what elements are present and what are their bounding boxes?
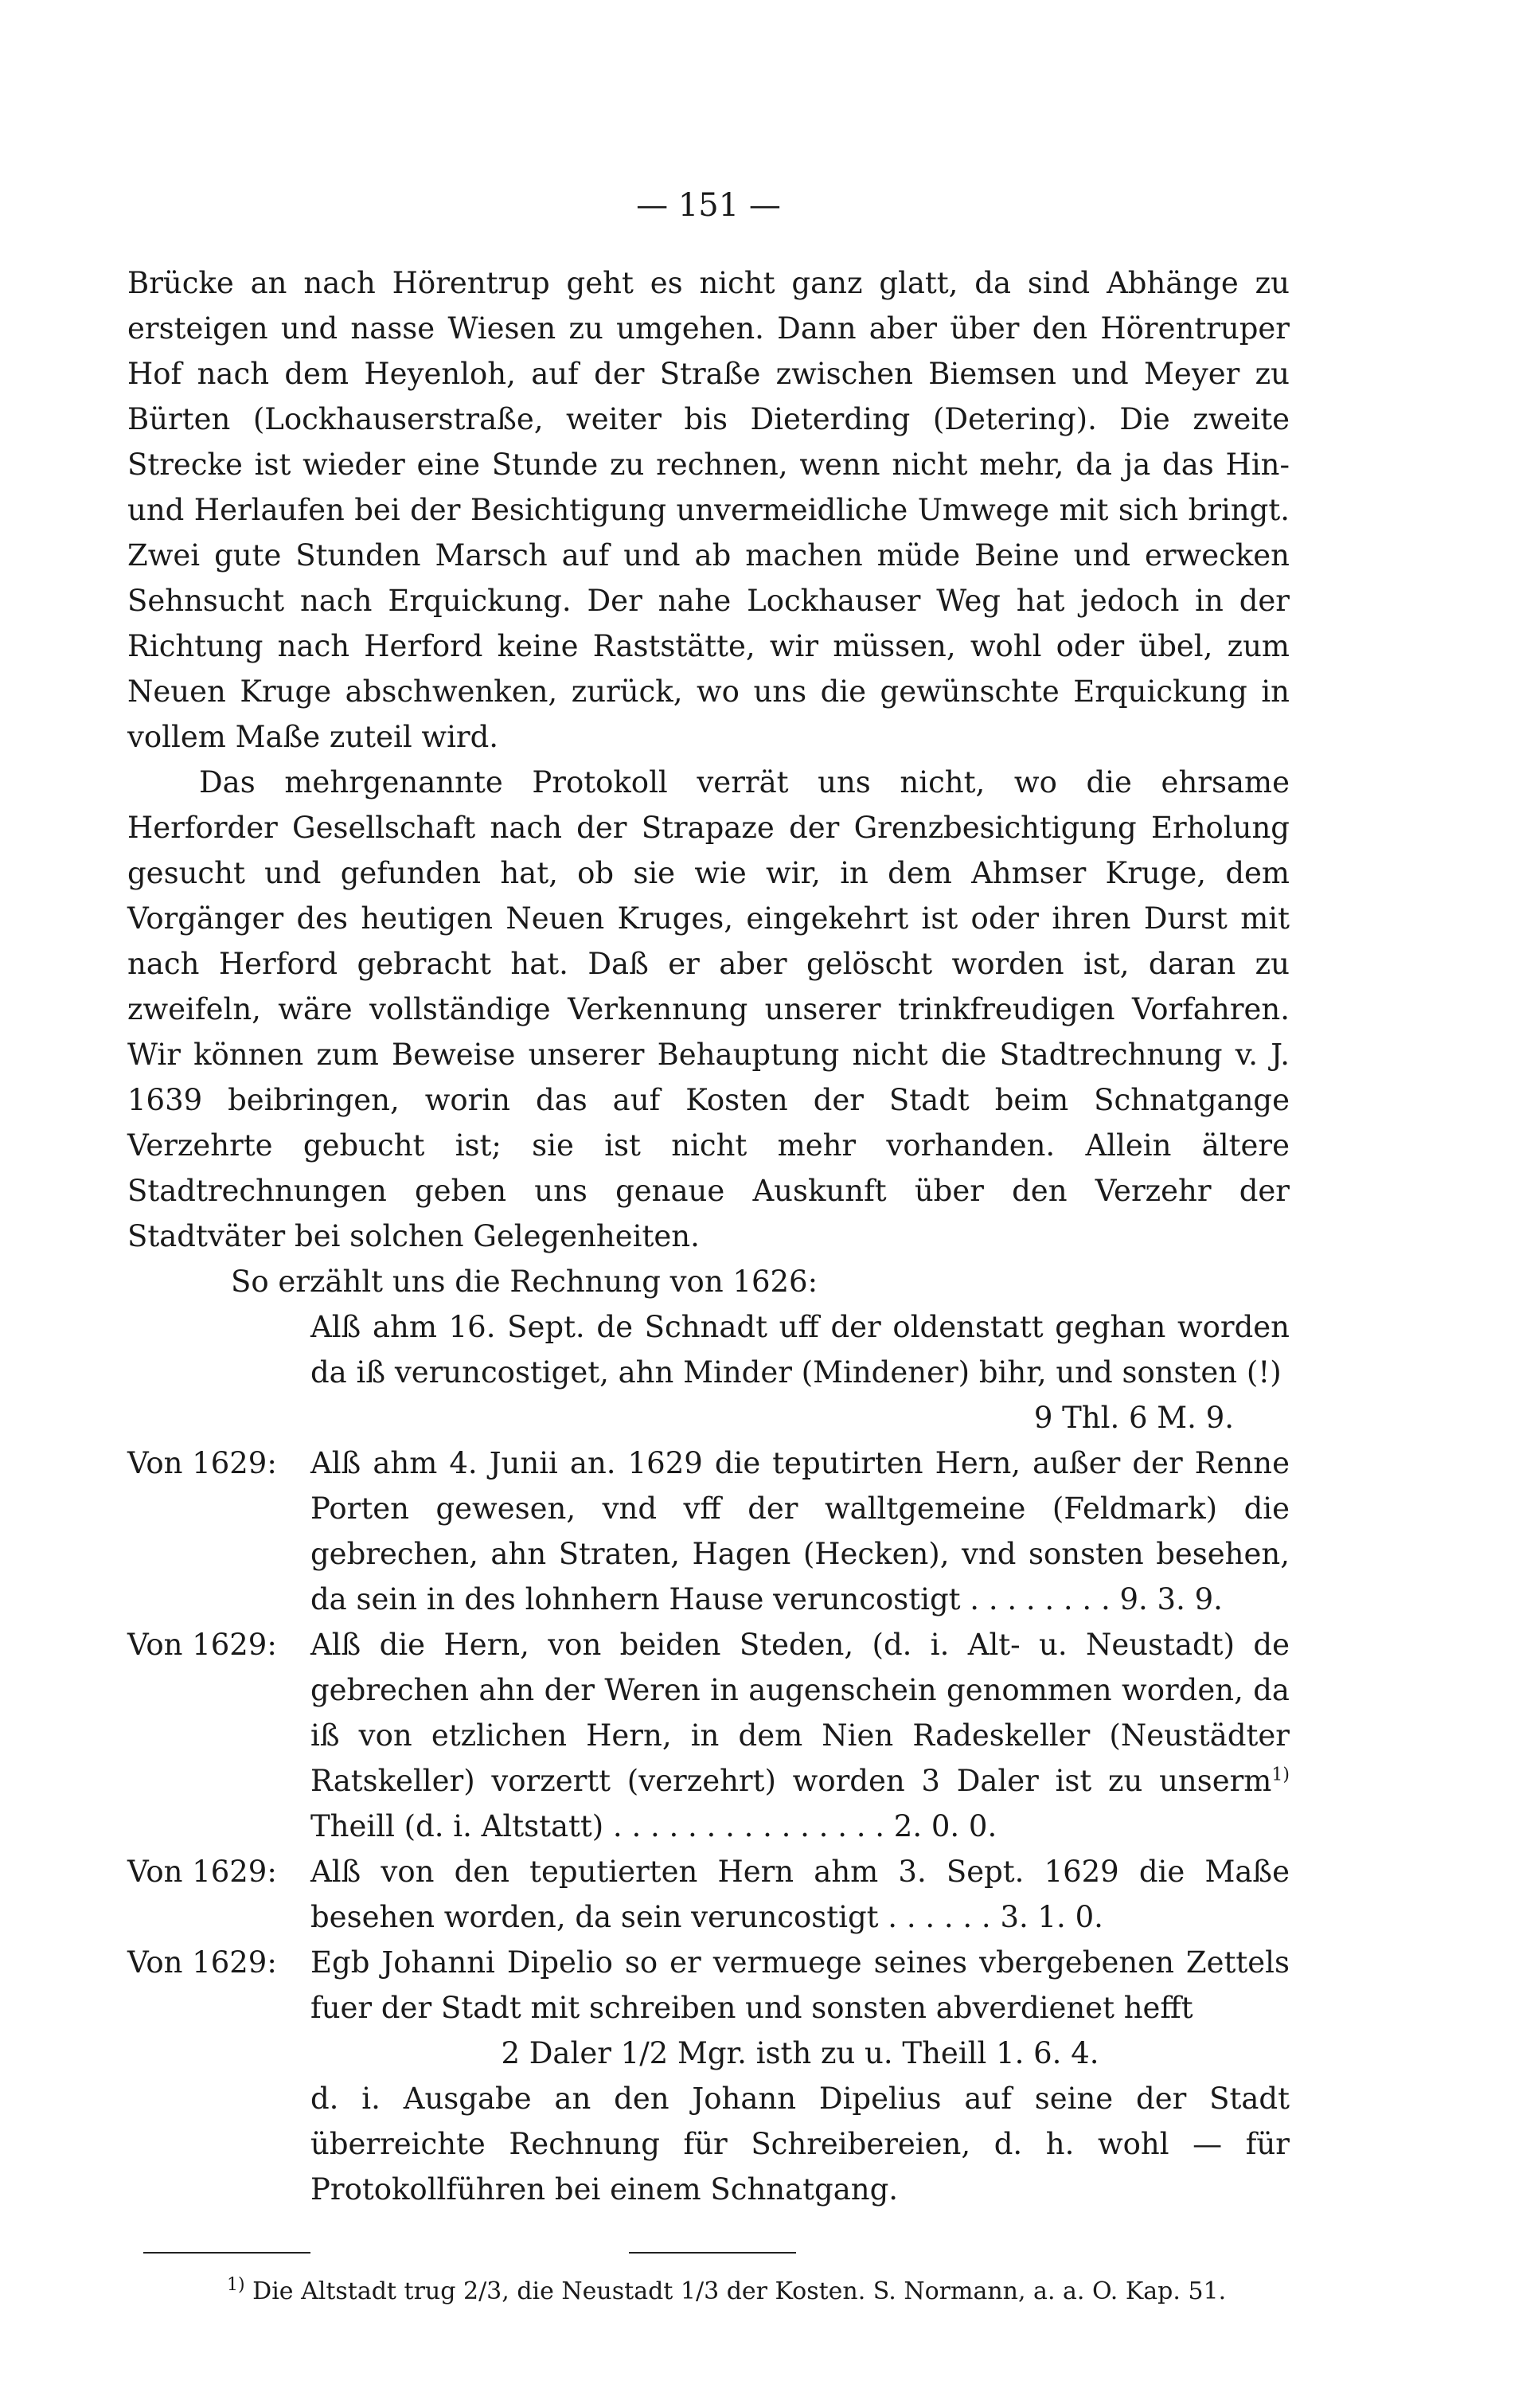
quote-1626: Alß ahm 16. Sept. de Schnadt uff der oldenstatt geghan worden da iß veruncostiget, ahn Minder (Mindener) bihr, und sonsten (!) [310,1310,1290,1390]
footnote [227,2276,1290,2308]
entry-description: Alß die Hern, von beiden Steden, (d. i. Alt- u. Neustadt) de gebrechen ahn der Weren in augenschein genommen worden, da iß von etzlichen Hern, in dem Nien Radeskeller (Neustädter Ratskeller) vorzertt (verzehrt) worden 3 Daler ist zu unserm [310,1628,1290,1798]
paragraph-1: Brücke an nach Hörentrup geht es nicht ganz glatt, da sind Abhänge zu ersteigen und nasse Wiesen zu umgehen. Dann aber über den Hörentruper Hof nach dem Heyenloh, auf der Straße zwischen Biemsen und Meyer zu Bürten (Lockhauserstraße, weiter bis Dieterding (Detering). Die zweite Strecke ist wieder eine Stunde zu rechnen, wenn nicht mehr, da ja das Hin- und Herlaufen bei der Besichtigung unvermeidliche Umwege mit sich bringt. Zwei gute Stunden Marsch auf und ab machen müde Beine und erwecken Sehnsucht nach Erquickung. Der nahe Lockhauser Weg hat jedoch in der Richtung nach Herford keine Raststätte, wir müssen, wohl oder übel, zum Neuen Kruge abschwenken, zurück, wo uns die gewünschte Erquickung in vollem Maße zuteil wird. [127,266,1290,754]
ledger-entry [127,1849,1290,1940]
explanation: d. i. Ausgabe an den Johann Dipelius auf seine der Stadt überreichte Rechnung für Schreibereien, d. h. wohl — für Protokollführen bei einem Schnatgang. [310,2082,1290,2207]
footnote-text: Die Altstadt trug 2/3, die Neustadt 1/3 der Kosten. S. Normann, a. a. O. Kap. 51. [252,2277,1227,2305]
ledger-entry [127,1940,1290,2031]
entry-year: Von 1629: [127,1628,277,1662]
entry-amount: 2. 0. 0. [893,1809,997,1843]
divider-left [143,2252,310,2254]
amount-1626: 9 Thl. 6 M. 9. [1033,1401,1234,1435]
entry-text [310,1440,1290,1622]
entry-description-continued: Theill (d. i. Altstatt) . . . . . . . . . . . . . . . [310,1809,885,1843]
footnote-separator [127,2244,1290,2276]
entry-year: Von 1629: [127,1945,277,1980]
entry-text [310,1849,1290,1940]
page-number: — 151 — [636,187,781,224]
entry-description: Alß ahm 4. Junii an. 1629 die teputirten Hern, außer der Renne Porten gewesen, vnd vff der walltgemeine (Feldmark) die gebrechen, ahn Straten, Hagen (Hecken), vnd sonsten besehen, da sein in des lohnhern Hause veruncostigt . . . . . . . . [310,1446,1290,1616]
intro-line: So erzählt uns die Rechnung von 1626: [231,1265,818,1299]
divider-right [629,2252,796,2254]
entry-description: Egb Johanni Dipelio so er vermuege seines vbergebenen Zettels fuer der Stadt mit schreiben und sonsten abverdienet hefft [310,1945,1290,2025]
entry-text [310,1622,1290,1849]
entry-year: Von 1629: [127,1446,277,1480]
paragraph-2: Das mehrgenannte Protokoll verrät uns nicht, wo die ehrsame Herforder Gesellschaft nach der Strapaze der Grenzbesichtigung Erholung gesucht und gefunden hat, ob sie wie wir, in dem Ahmser Kruge, dem Vorgänger des heutigen Neuen Kruges, eingekehrt ist oder ihren Durst mit nach Herford gebracht hat. Daß er aber gelöscht worden ist, daran zu zweifeln, wäre vollständige Verkennung unserer trinkfreudigen Vorfahren. Wir können zum Beweise unserer Behauptung nicht die Stadtrechnung v. J. 1639 beibringen, worin das auf Kosten der Stadt beim Schnatgange Verzehrte gebucht ist; sie ist nicht mehr vorhanden. Allein ältere Stadtrechnungen geben uns genaue Auskunft über den Verzehr der Stadtväter bei solchen Gelegenheiten. [127,765,1290,1253]
footnote-reference: 1) [1271,1765,1290,1785]
dipelio-amount: 2 Daler 1/2 Mgr. isth zu u. Theill 1. 6. 4. [501,2036,1099,2070]
entry-description: Alß von den teputierten Hern ahm 3. Sept. 1629 die Maße besehen worden, da sein veruncostigt . . . . . . [310,1855,1290,1934]
page [127,183,1290,2308]
ledger-entry [127,1440,1290,1622]
entry-amount: 9. 3. 9. [1119,1582,1223,1616]
entry-year: Von 1629: [127,1855,277,1889]
entry-amount: 3. 1. 0. [1000,1900,1103,1934]
footnote-marker: 1) [227,2275,245,2295]
ledger-entry [127,1622,1290,1849]
